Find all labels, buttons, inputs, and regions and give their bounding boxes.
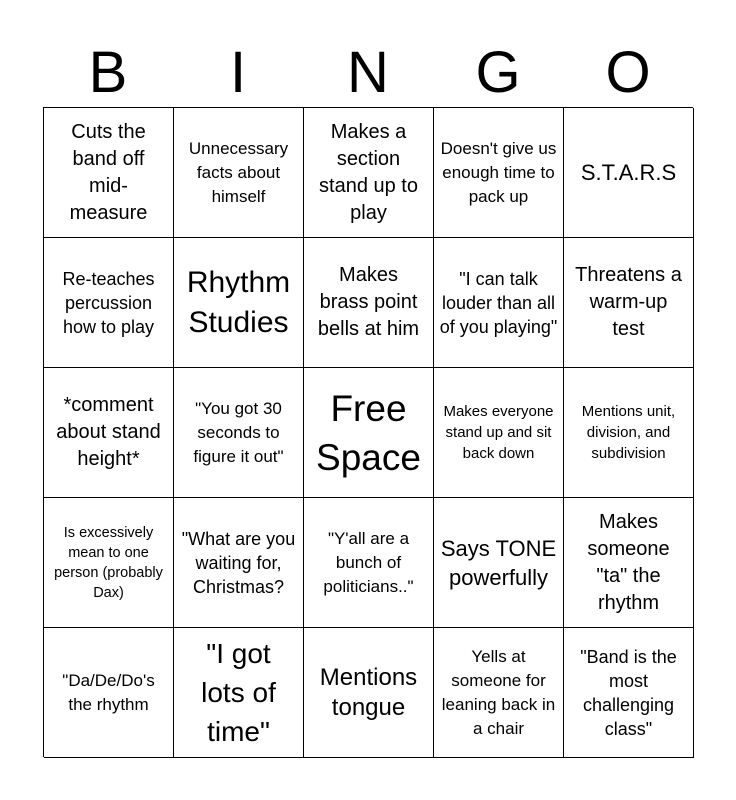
bingo-cell-r2c4[interactable] xyxy=(434,238,564,368)
cell-text: Rhythm Studies xyxy=(186,265,291,339)
cell-text: "Band is the most challenging class" xyxy=(580,646,677,739)
bingo-cell-r1c4[interactable] xyxy=(434,108,564,238)
cell-text: "Y'all are a bunch of politicians.." xyxy=(323,528,414,596)
bingo-cell-r1c1[interactable] xyxy=(44,108,174,238)
bingo-cell-r4c4[interactable] xyxy=(434,498,564,628)
bingo-cell-r5c1[interactable] xyxy=(44,628,174,758)
cell-text: Makes a section stand up to play xyxy=(319,120,418,224)
bingo-cell-r4c5[interactable] xyxy=(564,498,694,628)
cell-text: Is excessively mean to one person (probably Dax) xyxy=(54,524,163,601)
bingo-cell-r3c3[interactable] xyxy=(304,368,434,498)
bingo-cell-r3c1[interactable] xyxy=(44,368,174,498)
cell-text: "You got 30 seconds to figure it out" xyxy=(193,398,284,466)
cell-text: "I got lots of time" xyxy=(201,638,276,747)
bingo-cell-r2c1[interactable] xyxy=(44,238,174,368)
cell-text: S.T.A.R.S xyxy=(580,160,677,185)
bingo-cell-r5c5[interactable] xyxy=(564,628,694,758)
cell-text: Says TONE powerfully xyxy=(440,535,557,590)
cell-text: Re-teaches percussion how to play xyxy=(62,268,155,337)
cell-text: Threatens a warm-up test xyxy=(575,264,682,340)
header-letter-b: B xyxy=(88,40,128,105)
header-letter-n: N xyxy=(347,40,389,105)
cell-text: Makes brass point bells at him xyxy=(317,264,420,340)
bingo-cell-r2c3[interactable] xyxy=(304,238,434,368)
bingo-cell-r4c1[interactable] xyxy=(44,498,174,628)
header-letter-o: O xyxy=(605,40,651,105)
header-letter-g: G xyxy=(475,40,521,105)
bingo-cell-r1c3[interactable] xyxy=(304,108,434,238)
bingo-cell-r4c2[interactable] xyxy=(174,498,304,628)
cell-text: Makes someone "ta" the rhythm xyxy=(587,510,670,614)
bingo-board xyxy=(43,107,693,757)
bingo-cell-r3c5[interactable] xyxy=(564,368,694,498)
bingo-cell-r5c2[interactable] xyxy=(174,628,304,758)
cell-text: Mentions tongue xyxy=(319,663,418,721)
cell-text: Free Space xyxy=(316,387,421,478)
bingo-cell-r3c4[interactable] xyxy=(434,368,564,498)
bingo-cell-r2c2[interactable] xyxy=(174,238,304,368)
cell-text: *comment about stand height* xyxy=(56,394,161,470)
cell-text: Cuts the band off mid-measure xyxy=(69,120,148,224)
bingo-cell-r3c2[interactable] xyxy=(174,368,304,498)
header-letter-i: I xyxy=(229,40,247,105)
cell-text: "I can talk louder than all of you playing" xyxy=(439,268,558,337)
cell-text: Makes everyone stand up and sit back down xyxy=(443,403,554,462)
cell-text: Unnecessary facts about himself xyxy=(188,138,289,206)
cell-text: "Da/De/Do's the rhythm xyxy=(62,670,155,714)
cell-text: Yells at someone for leaning back in a chair xyxy=(441,646,556,738)
bingo-header xyxy=(43,40,693,106)
cell-text: "What are you waiting for, Christmas? xyxy=(181,528,296,597)
cell-text: Mentions unit, division, and subdivision xyxy=(581,403,676,462)
bingo-cell-r1c2[interactable] xyxy=(174,108,304,238)
bingo-cell-r5c3[interactable] xyxy=(304,628,434,758)
cell-text: Doesn't give us enough time to pack up xyxy=(440,138,557,206)
bingo-cell-r2c5[interactable] xyxy=(564,238,694,368)
bingo-cell-r4c3[interactable] xyxy=(304,498,434,628)
bingo-cell-r1c5[interactable] xyxy=(564,108,694,238)
bingo-cell-r5c4[interactable] xyxy=(434,628,564,758)
